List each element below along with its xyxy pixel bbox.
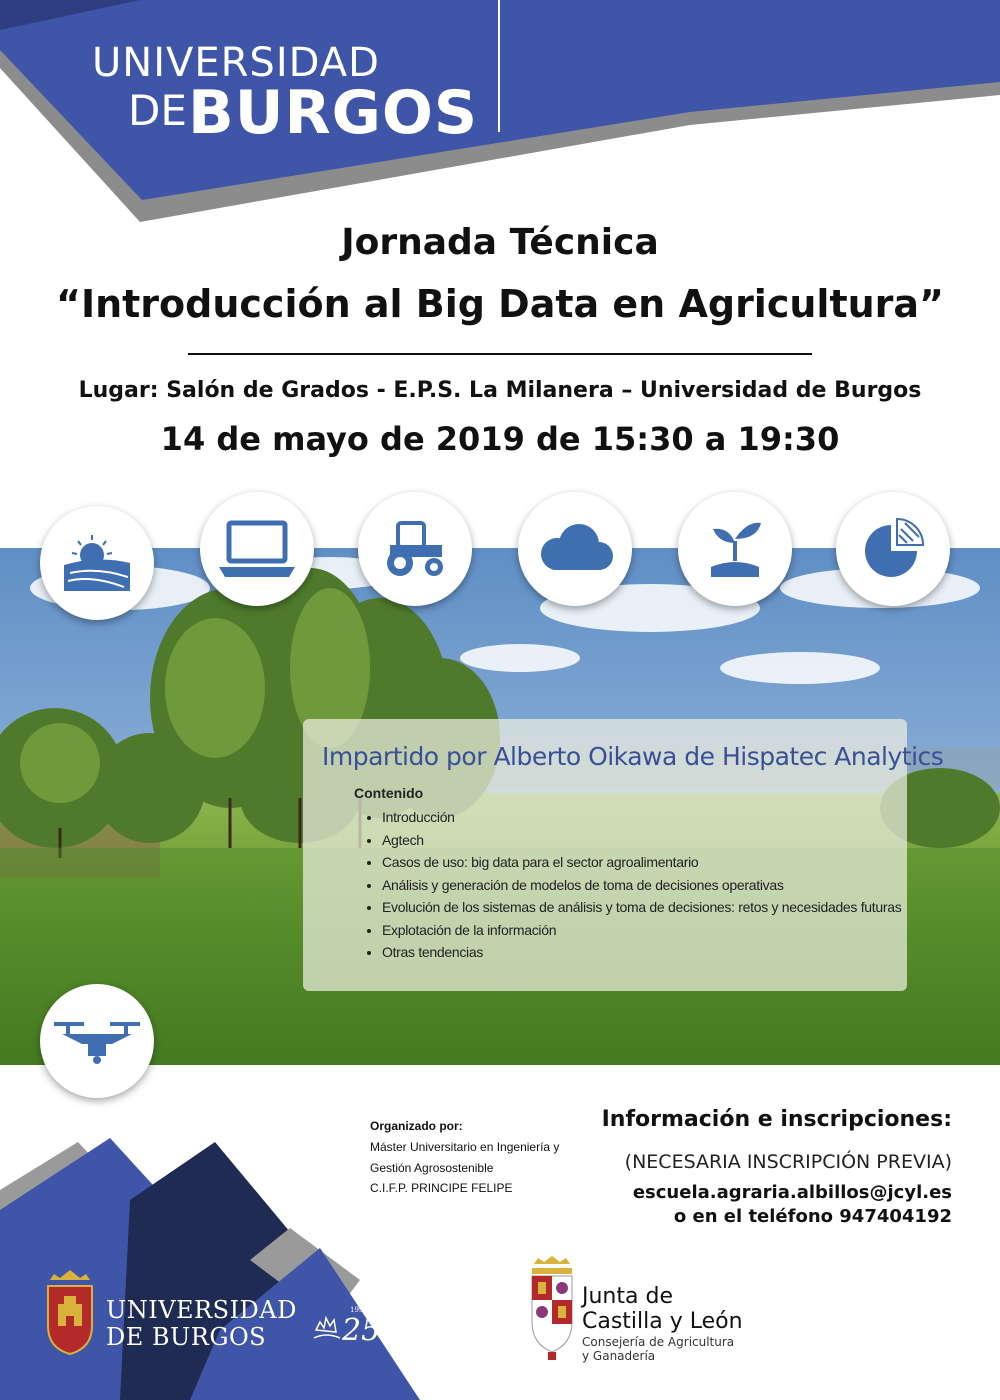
event-date: 14 de mayo de 2019 de 15:30 a 19:30 xyxy=(160,420,840,458)
list-item: • Análisis y generación de modelos de toma de decisiones operativas xyxy=(382,874,901,897)
icon-circle-sprout xyxy=(678,492,792,606)
contact-email[interactable]: escuela.agraria.albillos@jcyl.es xyxy=(632,1182,952,1203)
jcyl-logo-line1: Junta de xyxy=(582,1284,673,1309)
icon-circle-drone xyxy=(40,984,154,1098)
list-item: • Evolución de los sistemas de análisis y toma de decisiones: retos y necesidades futuras xyxy=(382,896,901,919)
sprout-icon xyxy=(703,517,767,581)
ubu-logo-line2: DE BURGOS xyxy=(106,1323,267,1351)
organizer-heading: Organizado por: xyxy=(370,1119,463,1133)
sunrise-field-icon xyxy=(62,533,132,593)
organizer-line: Gestión Agrosostenible xyxy=(370,1161,494,1175)
icon-circle-cloud xyxy=(518,492,632,606)
ubu-logo-line1: UNIVERSIDAD xyxy=(106,1296,297,1324)
icon-circle-tractor xyxy=(358,492,472,606)
contact-phone: o en el teléfono 947404192 xyxy=(673,1206,952,1227)
jcyl-logo-line3: Consejería de Agricultura xyxy=(582,1335,735,1349)
list-item: • Casos de uso: big data para el sector agroalimentario xyxy=(382,851,901,874)
pie-chart-icon xyxy=(861,517,925,581)
brand-de: DE xyxy=(128,86,187,135)
title-divider xyxy=(188,353,812,355)
list-item: • Introducción xyxy=(382,806,901,829)
event-place: Lugar: Salón de Grados - E.P.S. La Milanera – Universidad de Burgos xyxy=(78,378,922,403)
jcyl-logo-line2: Castilla y León xyxy=(582,1309,743,1334)
anniversary-number: 25 xyxy=(342,1313,381,1348)
info-requirement: (NECESARIA INSCRIPCIÓN PREVIA) xyxy=(624,1151,952,1173)
brand-universidad: UNIVERSIDAD xyxy=(92,40,380,86)
laptop-icon xyxy=(217,519,297,579)
event-subtitle: “Introducción al Big Data en Agricultura” xyxy=(55,282,945,326)
content-list xyxy=(362,806,901,964)
event-title: Jornada Técnica xyxy=(341,222,659,263)
header-divider xyxy=(498,0,500,132)
icon-circle-chart xyxy=(836,492,950,606)
jcyl-logo-line4: y Ganadería xyxy=(582,1349,656,1363)
organizer-line: Máster Universitario en Ingeniería y xyxy=(370,1140,560,1154)
icon-circle-sunrise xyxy=(40,506,154,620)
cloud-icon xyxy=(533,524,617,574)
tractor-icon xyxy=(380,519,450,579)
panel-subtitle: Contenido xyxy=(354,785,424,801)
panel-title: Impartido por Alberto Oikawa de Hispatec Analytics xyxy=(322,742,944,771)
ubu-crest-logo xyxy=(44,1270,96,1356)
organizer-line: C.I.F.P. PRINCIPE FELIPE xyxy=(370,1181,513,1195)
anniversary-years: 1994-2019 xyxy=(350,1306,388,1314)
icon-circle-laptop xyxy=(200,492,314,606)
drone-icon xyxy=(52,1016,142,1066)
list-item: • Explotación de la información xyxy=(382,919,901,942)
jcyl-crest-logo xyxy=(528,1256,576,1362)
info-heading: Información e inscripciones: xyxy=(601,1107,952,1132)
list-item: • Agtech xyxy=(382,829,901,852)
brand-burgos: BURGOS xyxy=(188,78,479,148)
list-item: • Otras tendencias xyxy=(382,941,901,964)
